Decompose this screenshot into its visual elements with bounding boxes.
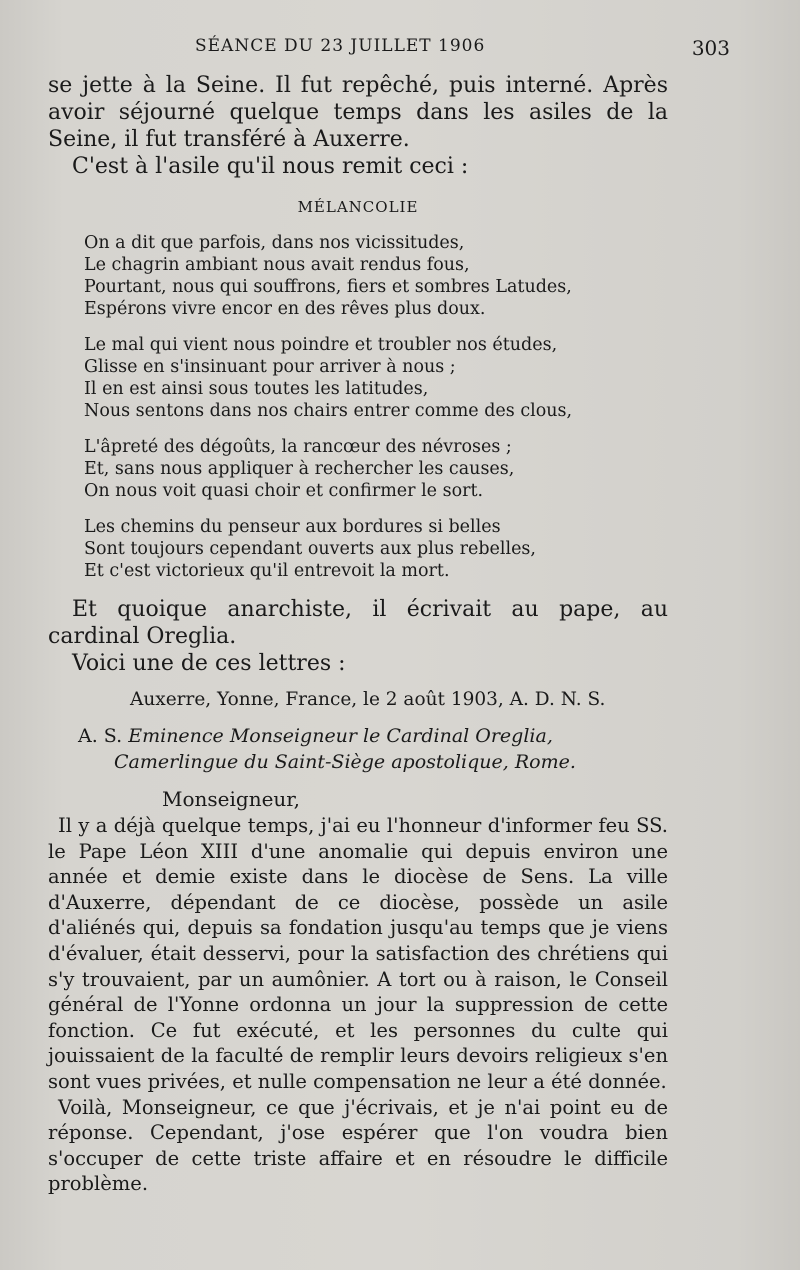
poem	[48, 198, 668, 582]
page-number: 303	[691, 36, 730, 60]
letter-dateline: Auxerre, Yonne, France, le 2 août 1903, A. D. N. S.	[130, 689, 606, 710]
poem-verse: Sont toujours cependant ouverts aux plus rebelles,	[84, 539, 536, 559]
poem-verse: Le chagrin ambiant nous avait rendus fous,	[84, 255, 470, 275]
body-paragraph: Voici une de ces lettres :	[72, 651, 346, 676]
poem-verse: On nous voit quasi choir et confirmer le sort.	[84, 481, 484, 501]
intro-paragraph: se jette à la Seine. Il fut repêché, puis interné. Après avoir séjourné quelque temps dans les asiles de la Seine, il fut transféré à Auxerre.	[48, 73, 668, 152]
poem-verse: On a dit que parfois, dans nos vicissitudes,	[84, 233, 465, 253]
poem-verse: Le mal qui vient nous poindre et troubler nos études,	[84, 335, 558, 355]
poem-stanza	[84, 232, 668, 320]
letter-addressee	[48, 723, 668, 775]
poem-stanza	[84, 516, 668, 582]
addressee-line: Eminence Monseigneur le Cardinal Oreglia,	[128, 725, 553, 747]
addressee-line: Camerlingue du Saint-Siège apostolique, Rome.	[114, 751, 576, 773]
poem-verse: L'âpreté des dégoûts, la rancœur des névroses ;	[84, 437, 512, 457]
poem-title: MÉLANCOLIE	[297, 198, 419, 216]
poem-verse: Nous sentons dans nos chairs entrer comme des clous,	[84, 401, 573, 421]
letter-salutation: Monseigneur,	[162, 787, 301, 811]
poem-verse: Les chemins du penseur aux bordures si belles	[84, 517, 501, 537]
addressee-lead: A. S.	[78, 725, 123, 747]
poem-verse: Il en est ainsi sous toutes les latitudes,	[84, 379, 429, 399]
poem-verse: Pourtant, nous qui souffrons, fiers et sombres Latudes,	[84, 277, 572, 297]
poem-verse: Et, sans nous appliquer à rechercher les causes,	[84, 459, 515, 479]
poem-verse: Espérons vivre encor en des rêves plus doux.	[84, 299, 486, 319]
poem-stanza	[84, 334, 668, 422]
poem-verse: Et c'est victorieux qu'il entrevoit la mort.	[84, 561, 450, 581]
body-paragraph: Et quoique anarchiste, il écrivait au pape, au cardinal Oreglia.	[48, 597, 668, 649]
intro-paragraph: C'est à l'asile qu'il nous remit ceci :	[72, 154, 469, 179]
letter-paragraph: Il y a déjà quelque temps, j'ai eu l'honneur d'informer feu SS. le Pape Léon XIII d'une anomalie qui depuis environ une année et demie existe dans le diocèse de Sens. La ville d'Auxerre, dépendant de ce diocèse, possède un asile d'aliénés qui, depuis sa fondation jusqu'au temps que je viens d'évaluer, était desservi, pour la satisfaction des chrétiens qui s'y trouvaient, par un aumônier. A tort ou à raison, le Conseil général de l'Yonne ordonna un jour la suppression de cette fonction. Ce fut exécuté, et les personnes du culte qui jouissaient de la faculté de remplir leurs devoirs religieux s'en sont vues privées, et nulle compensation ne leur a été donnée.	[48, 814, 668, 1093]
poem-stanza	[84, 436, 668, 502]
letter-paragraph: Voilà, Monseigneur, ce que j'écrivais, et je n'ai point eu de réponse. Cependant, j'ose espérer que l'on voudra bien s'occuper de cette triste affaire et en résoudre le difficile problème.	[48, 1095, 668, 1196]
poem-verse: Glisse en s'insinuant pour arriver à nous ;	[84, 357, 456, 377]
page-header	[60, 34, 730, 64]
page-body	[48, 72, 668, 1197]
running-head: SÉANCE DU 23 JUILLET 1906	[195, 36, 486, 56]
